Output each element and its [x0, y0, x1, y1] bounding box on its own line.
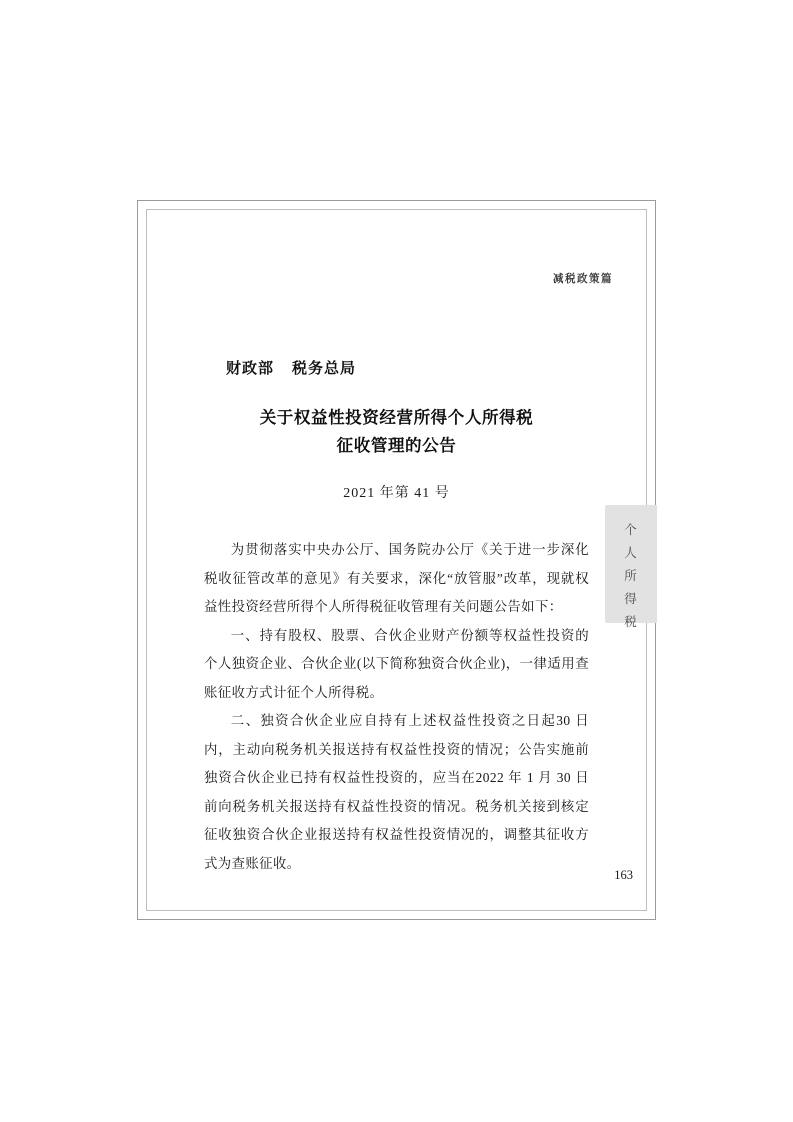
document-title-line1: 关于权益性投资经营所得个人所得税	[259, 408, 534, 427]
side-tab-char-4: 得	[624, 592, 638, 606]
side-tab-char-2: 人	[624, 546, 638, 560]
page-content	[168, 223, 625, 901]
side-tab-char-5: 税	[624, 615, 638, 629]
document-body	[168, 536, 625, 878]
page-frame	[137, 200, 656, 920]
side-tab-char-3: 所	[624, 569, 638, 583]
paragraph-preamble: 为贯彻落实中央办公厅、国务院办公厅《关于进一步深化税收征管改革的意见》有关要求，深化“放管服”改革，现就权益性投资经营所得个人所得税征收管理有关问题公告如下：	[204, 542, 589, 614]
issuer-administration: 税务总局	[292, 361, 357, 377]
side-tab-personal-income-tax	[605, 505, 657, 629]
document-title	[168, 404, 625, 460]
paragraph-article-1: 一、持有股权、股票、合伙企业财产份额等权益性投资的个人独资企业、合伙企业(以下简称独资合伙企业)，一律适用查账征收方式计征个人所得税。	[204, 627, 589, 700]
running-head: 减税政策篇	[553, 273, 613, 286]
side-tab-label	[605, 519, 657, 634]
issuer-ministry: 财政部	[226, 361, 275, 377]
page-number: 163	[614, 868, 633, 882]
issuer-line	[168, 357, 625, 378]
document-number: 2021 年第 41 号	[343, 486, 450, 501]
side-tab-char-1: 个	[624, 523, 638, 537]
document-title-line2: 征收管理的公告	[336, 436, 457, 455]
paragraph-article-2: 二、独资合伙企业应自持有上述权益性投资之日起30 日内，主动向税务机关报送持有权益性投资的情况；公告实施前独资合伙企业已持有权益性投资的，应当在2022 年 1 月 30 日前向税务机关报送持有权益性投资的情况。税务机关接到核定征收独资合伙企业报送持有权益性投资情况的，调整其征收方式为查账征收。	[204, 713, 589, 871]
